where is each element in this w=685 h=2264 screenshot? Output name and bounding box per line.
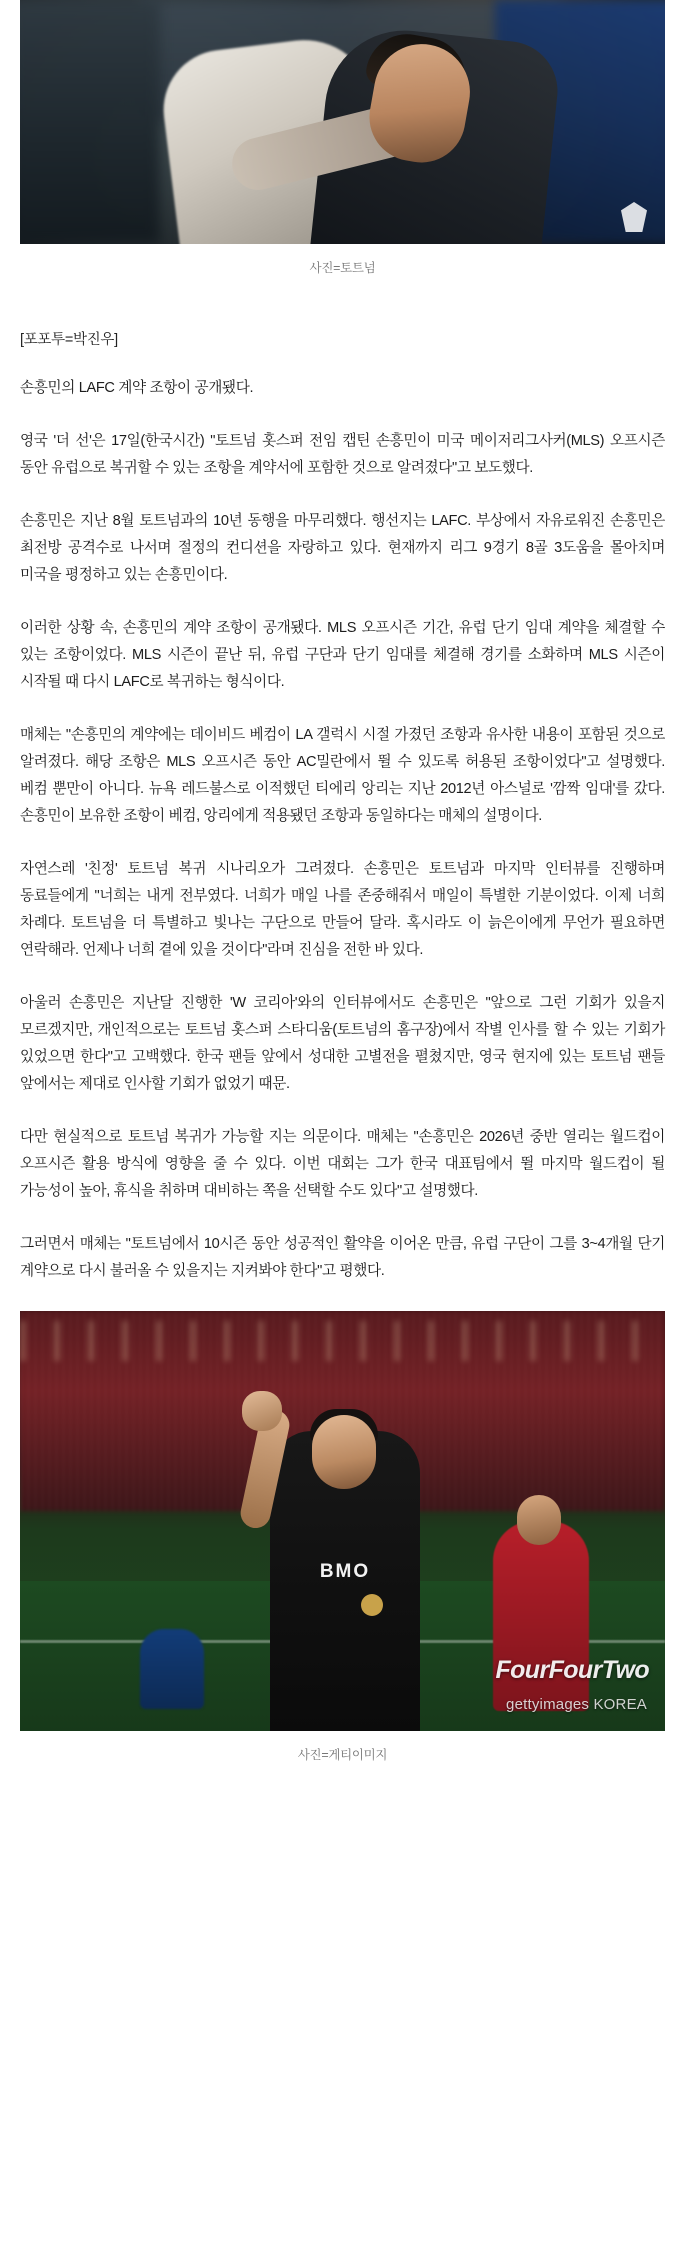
article-paragraph: 이러한 상황 속, 손흥민의 계약 조항이 공개됐다. MLS 오프시즌 기간, 유럽 단기 임대 계약을 체결할 수 있는 조항이었다. MLS 시즌이 끝난 뒤, 유럽 구단과 단기 임대를 체결해 경기를 소화하며 MLS 시즌이 시작될 때 다시 LAFC로 복귀하는 형식이다. bbox=[20, 619, 665, 690]
article-body bbox=[0, 276, 685, 1285]
bottom-photo-caption: 사진=게티이미지 bbox=[297, 1747, 388, 1762]
top-photo-art bbox=[20, 0, 665, 244]
waving-hand bbox=[242, 1391, 282, 1431]
agency-watermark: gettyimages KOREA bbox=[506, 1695, 647, 1713]
top-photo-caption: 사진=토트넘 bbox=[309, 261, 376, 275]
article-paragraph: 자연스레 '친정' 토트넘 복귀 시나리오가 그려졌다. 손흥민은 토트넘과 마지막 인터뷰를 진행하며 동료들에게 "너희는 내게 전부였다. 너희가 매일 나를 존중해줘서 매일이 특별한 기분이었다. 이제 너희 차례다. 토트넘을 더 특별하고 빛나는 구단으로 만들어 달라. 혹시라도 이 늙은이에게 무언가 필요하면 연락해라. 언제나 너희 곁에 있을 것이다"라며 진심을 전한 바 있다. bbox=[20, 860, 665, 958]
brand-watermark: FourFourTwo bbox=[495, 1655, 649, 1684]
article-paragraph: 다만 현실적으로 토트넘 복귀가 가능할 지는 의문이다. 매체는 "손흥민은 2026년 중반 열리는 월드컵이 오프시즌 활용 방식에 영향을 줄 수 있다. 이번 대회는 그가 한국 대표팀에서 뛸 마지막 월드컵이 될 가능성이 높아, 휴식을 취하며 대비하는 쪽을 선택할 수도 있다"고 설명했다. bbox=[20, 1128, 665, 1199]
blurred-foreground-left bbox=[20, 0, 160, 244]
article-paragraph: 그러면서 매체는 "토트넘에서 10시즌 동안 성공적인 활약을 이어온 만큼, 유럽 구단이 그를 3~4개월 단기 계약으로 다시 불러올 수 있을지는 지켜봐야 한다"고 평했다. bbox=[20, 1235, 665, 1279]
article-paragraph: 손흥민은 지난 8월 토트넘과의 10년 동행을 마무리했다. 행선지는 LAFC. 부상에서 자유로워진 손흥민은 최전방 공격수로 나서며 절정의 컨디션을 자랑하고 있다. 현재까지 리그 9경기 8골 3도움을 몰아치며 미국을 평정하고 있는 손흥민이다. bbox=[20, 512, 665, 583]
article-paragraph: 아울러 손흥민은 지난달 진행한 'W 코리아'와의 인터뷰에서도 손흥민은 "앞으로 그런 기회가 있을지 모르겠지만, 개인적으로는 토트넘 홋스퍼 스타디움(토트넘의 홈구장)에서 작별 인사를 할 수 있는 기회가 있었으면 한다"고 고백했다. 한국 팬들 앞에서 성대한 고별전을 펼쳤지만, 영국 현지에 있는 토트넘 팬들 앞에서는 제대로 인사할 기회가 없었기 때문. bbox=[20, 994, 665, 1092]
bottom-figure bbox=[0, 1311, 685, 1789]
background-player-right-head bbox=[517, 1495, 561, 1545]
stadium-floodlights bbox=[20, 1321, 665, 1361]
article-paragraph: 매체는 "손흥민의 계약에는 데이비드 베컴이 LA 갤럭시 시절 가졌던 조항과 유사한 내용이 포함된 것으로 알려졌다. 해당 조항은 MLS 오프시즌 동안 AC밀란에서 뛸 수 있도록 허용된 조항이었다"고 설명했다. 베컴 뿐만이 아니다. 뉴욕 레드불스로 이적했던 티에리 앙리는 지난 2012년 아스널로 '깜짝 임대'를 갔다. 손흥민이 보유한 조항이 베컴, 앙리에게 적용됐던 조항과 동일하다는 매체의 설명이다. bbox=[20, 726, 665, 824]
bottom-photo bbox=[20, 1311, 665, 1731]
kit-sponsor-text: BMO bbox=[319, 1560, 371, 1582]
byline: [포포투=박진우] bbox=[20, 332, 118, 348]
background-player-left bbox=[140, 1629, 204, 1709]
article-paragraph: 영국 '더 선'은 17일(한국시간) "토트넘 홋스퍼 전임 캡틴 손흥민이 미국 메이저리그사커(MLS) 오프시즌 동안 유럽으로 복귀할 수 있는 조항을 계약서에 포함한 것으로 알려졌다"고 보도했다. bbox=[20, 432, 665, 476]
kit-badge-icon bbox=[361, 1594, 383, 1616]
bottom-photo-art bbox=[20, 1311, 665, 1731]
main-player-head bbox=[312, 1415, 376, 1489]
top-figure bbox=[0, 0, 685, 276]
article-paragraph: 손흥민의 LAFC 계약 조항이 공개됐다. bbox=[20, 380, 254, 396]
top-photo bbox=[20, 0, 665, 244]
